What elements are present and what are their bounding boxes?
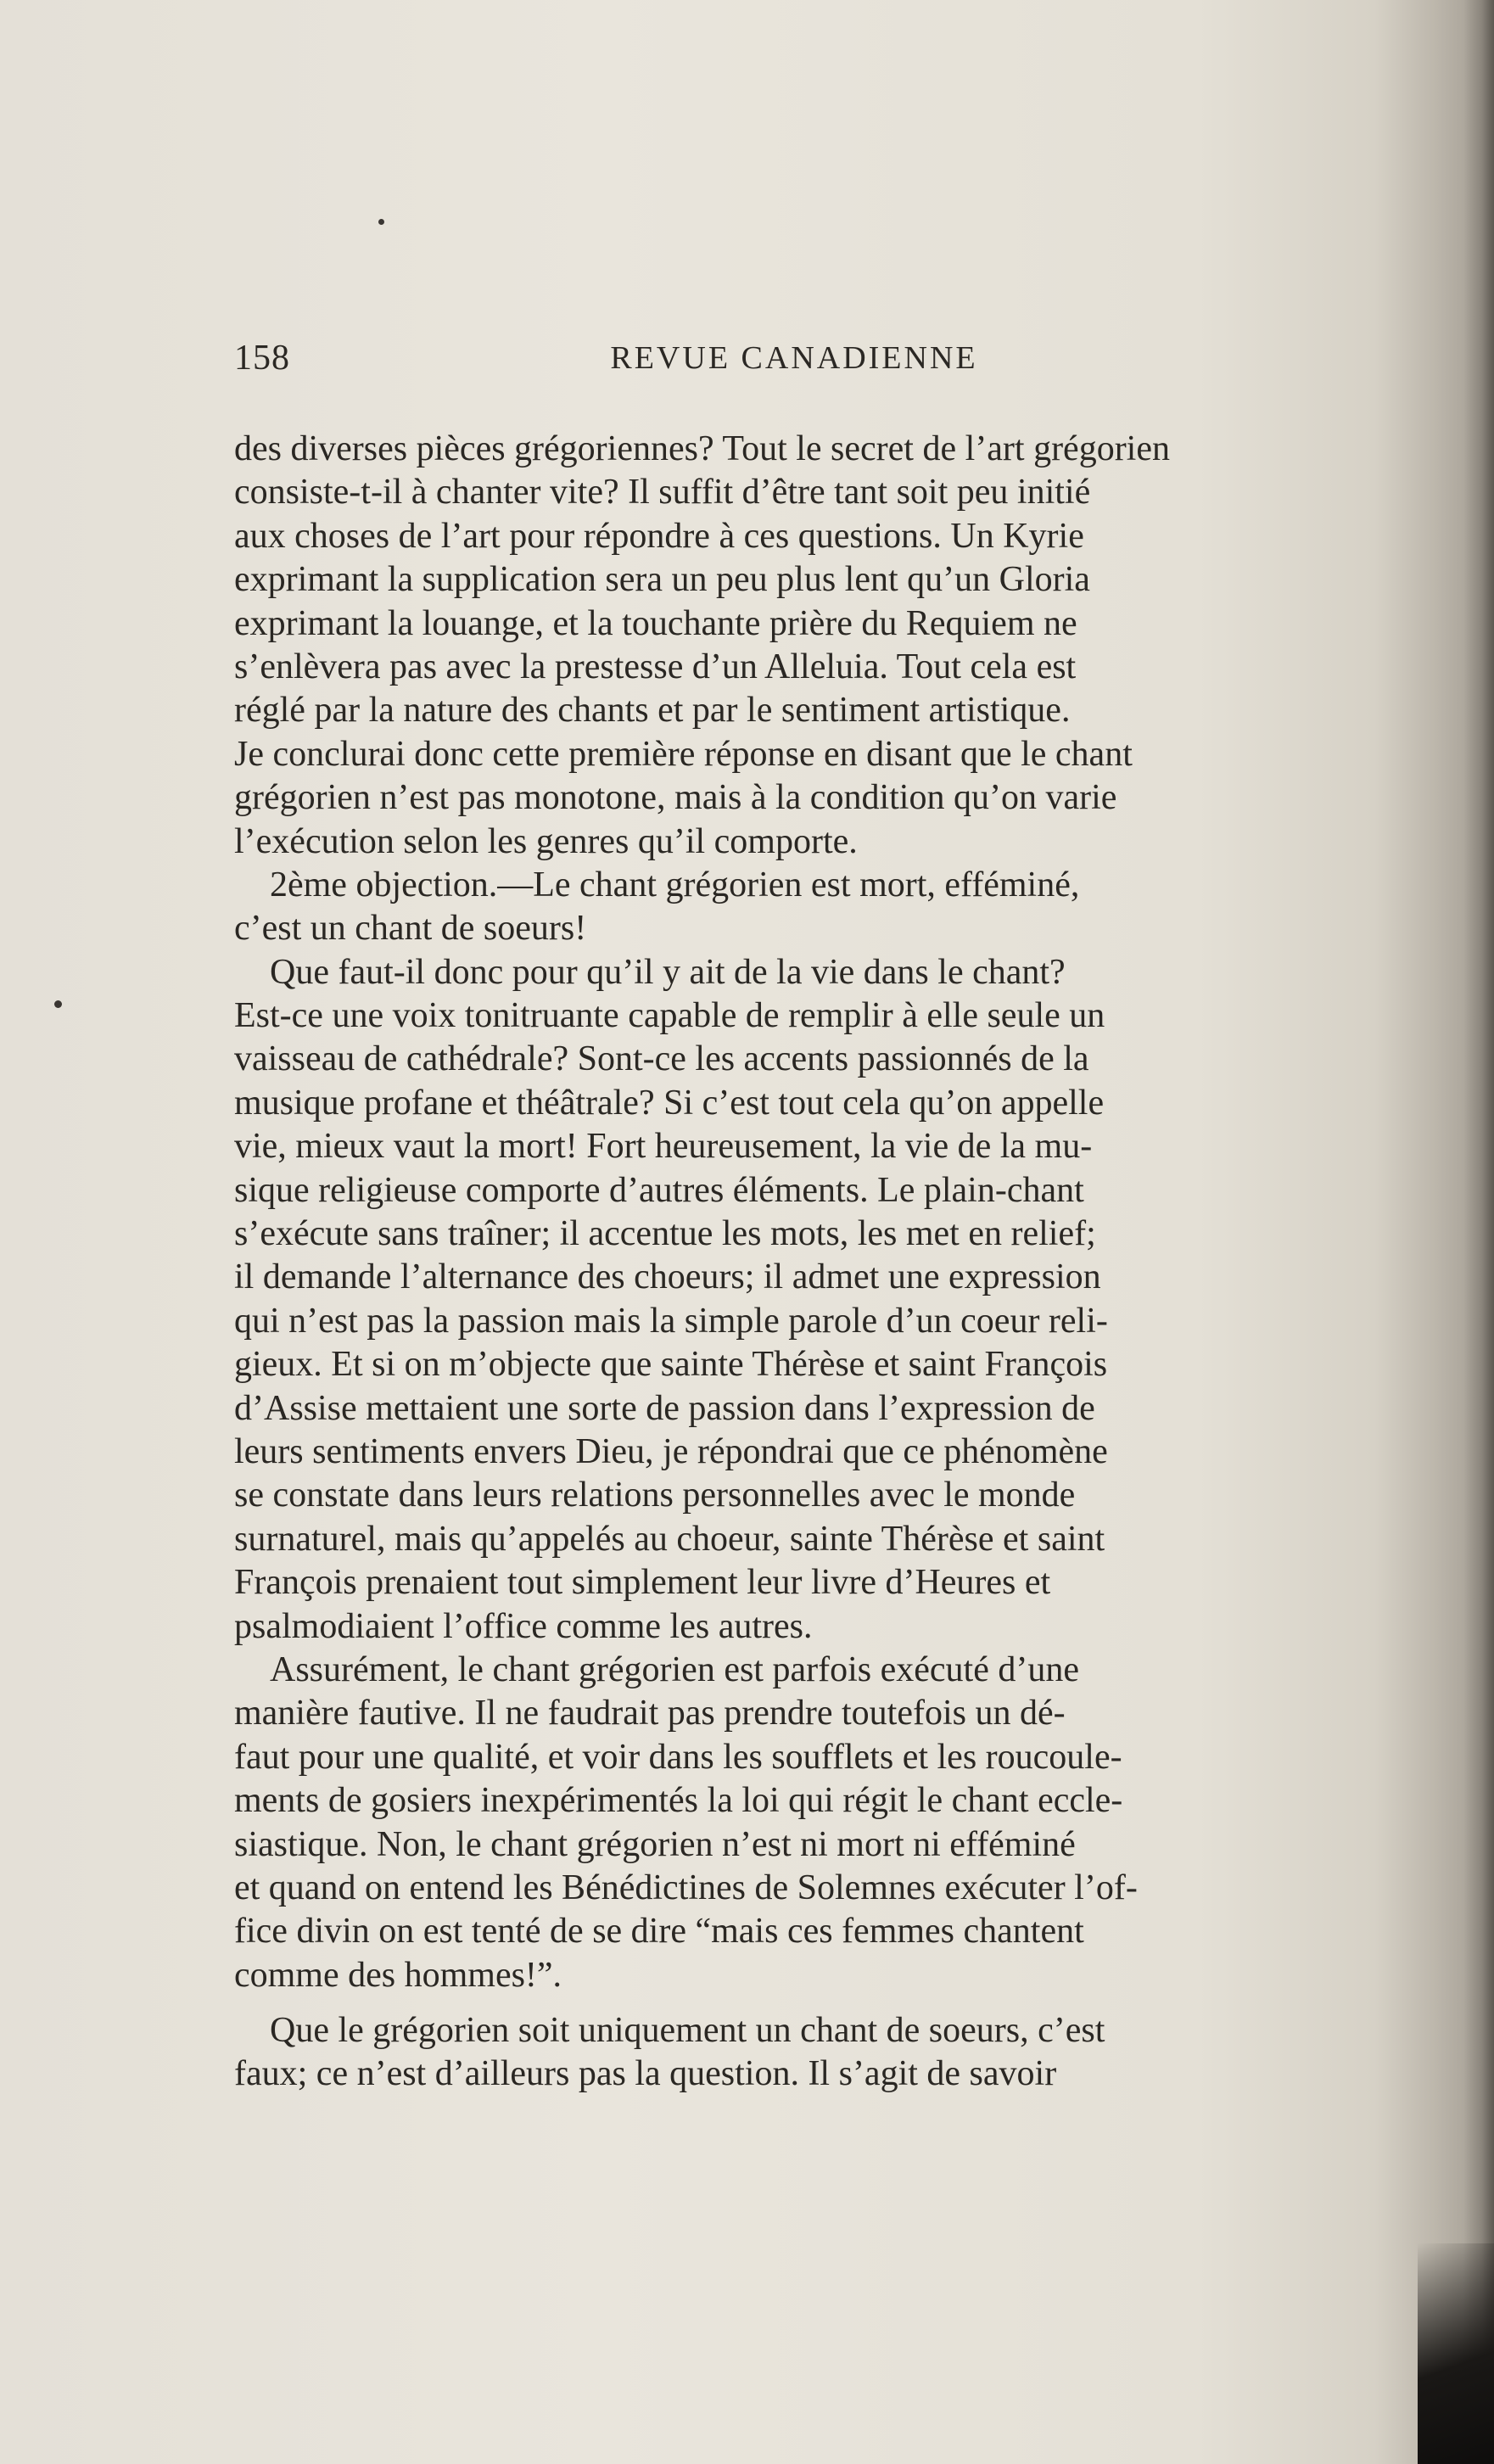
text-line: ments de gosiers inexpérimentés la loi qui régit le chant eccle- [234, 1781, 1123, 1821]
text-line: vaisseau de cathédrale? Sont-ce les accents passionnés de la [234, 1039, 1089, 1079]
text-line: Que le grégorien soit uniquement un chant de soeurs, c’est [270, 2011, 1105, 2051]
text-line: l’exécution selon les genres qu’il comporte. [234, 821, 858, 861]
text-line: gieux. Et si on m’objecte que sainte Thérèse et saint François [234, 1345, 1108, 1385]
text-line: exprimant la louange, et la touchante prière du Requiem ne [234, 603, 1077, 643]
text-line: réglé par la nature des chants et par le sentiment artistique. [234, 691, 1071, 731]
text-line: s’exécute sans traîner; il accentue les mots, les met en relief; [234, 1214, 1096, 1254]
text-line: d’Assise mettaient une sorte de passion dans l’expression de [234, 1388, 1095, 1428]
text-line: consiste-t-il à chanter vite? Il suffit d’être tant soit peu initié [234, 473, 1091, 512]
text-line: grégorien n’est pas monotone, mais à la condition qu’on varie [234, 778, 1117, 818]
text-line: musique profane et théâtrale? Si c’est tout cela qu’on appelle [234, 1083, 1105, 1123]
binding-corner [1418, 2243, 1494, 2464]
page-edge-shadow [1463, 0, 1494, 2464]
text-line: il demande l’alternance des choeurs; il admet une expression [234, 1257, 1101, 1297]
text-line: fice divin on est tenté de se dire “mais ces femmes chantent [234, 1912, 1084, 1952]
ink-speck [54, 1000, 62, 1008]
running-head: REVUE CANADIENNE [610, 340, 978, 376]
page-header [234, 338, 1354, 389]
page-number: 158 [234, 339, 290, 378]
text-line: psalmodiaient l’office comme les autres. [234, 1606, 813, 1646]
text-line: manière fautive. Il ne faudrait pas prendre toutefois un dé- [234, 1694, 1066, 1733]
text-line: comme des hommes!”. [234, 1955, 562, 1995]
text-line: faut pour une qualité, et voir dans les soufflets et les roucoule- [234, 1737, 1122, 1777]
text-line: Est-ce une voix tonitruante capable de remplir à elle seule un [234, 996, 1105, 1036]
text-line: c’est un chant de soeurs! [234, 909, 587, 949]
text-line: 2ème objection.—Le chant grégorien est mort, efféminé, [270, 865, 1080, 904]
text-line: qui n’est pas la passion mais la simple parole d’un coeur reli- [234, 1301, 1108, 1341]
text-line: leurs sentiments envers Dieu, je répondrai que ce phénomène [234, 1431, 1108, 1471]
ink-speck [378, 219, 384, 225]
text-line: Je conclurai donc cette première réponse en disant que le chant [234, 734, 1133, 774]
text-line: et quand on entend les Bénédictines de Solemnes exécuter l’of- [234, 1868, 1138, 1907]
text-line: vie, mieux vaut la mort! Fort heureusement, la vie de la mu- [234, 1127, 1093, 1167]
text-line: se constate dans leurs relations personnelles avec le monde [234, 1476, 1076, 1515]
text-line: des diverses pièces grégoriennes? Tout le secret de l’art grégorien [234, 429, 1170, 468]
text-line: siastique. Non, le chant grégorien n’est ni mort ni efféminé [234, 1824, 1076, 1864]
text-line: Assurément, le chant grégorien est parfois exécuté d’une [270, 1649, 1079, 1689]
text-line: sique religieuse comporte d’autres éléments. Le plain-chant [234, 1170, 1084, 1210]
text-line: faux; ce n’est d’ailleurs pas la question. Il s’agit de savoir [234, 2054, 1057, 2094]
text-line: Que faut-il donc pour qu’il y ait de la vie dans le chant? [270, 952, 1066, 992]
text-line: aux choses de l’art pour répondre à ces questions. Un Kyrie [234, 516, 1084, 556]
body-text [234, 428, 1354, 2097]
text-line: François prenaient tout simplement leur livre d’Heures et [234, 1563, 1051, 1603]
text-line: exprimant la supplication sera un peu plus lent qu’un Gloria [234, 560, 1090, 600]
text-line: surnaturel, mais qu’appelés au choeur, sainte Thérèse et saint [234, 1519, 1105, 1559]
text-line: s’enlèvera pas avec la prestesse d’un Alleluia. Tout cela est [234, 647, 1077, 686]
